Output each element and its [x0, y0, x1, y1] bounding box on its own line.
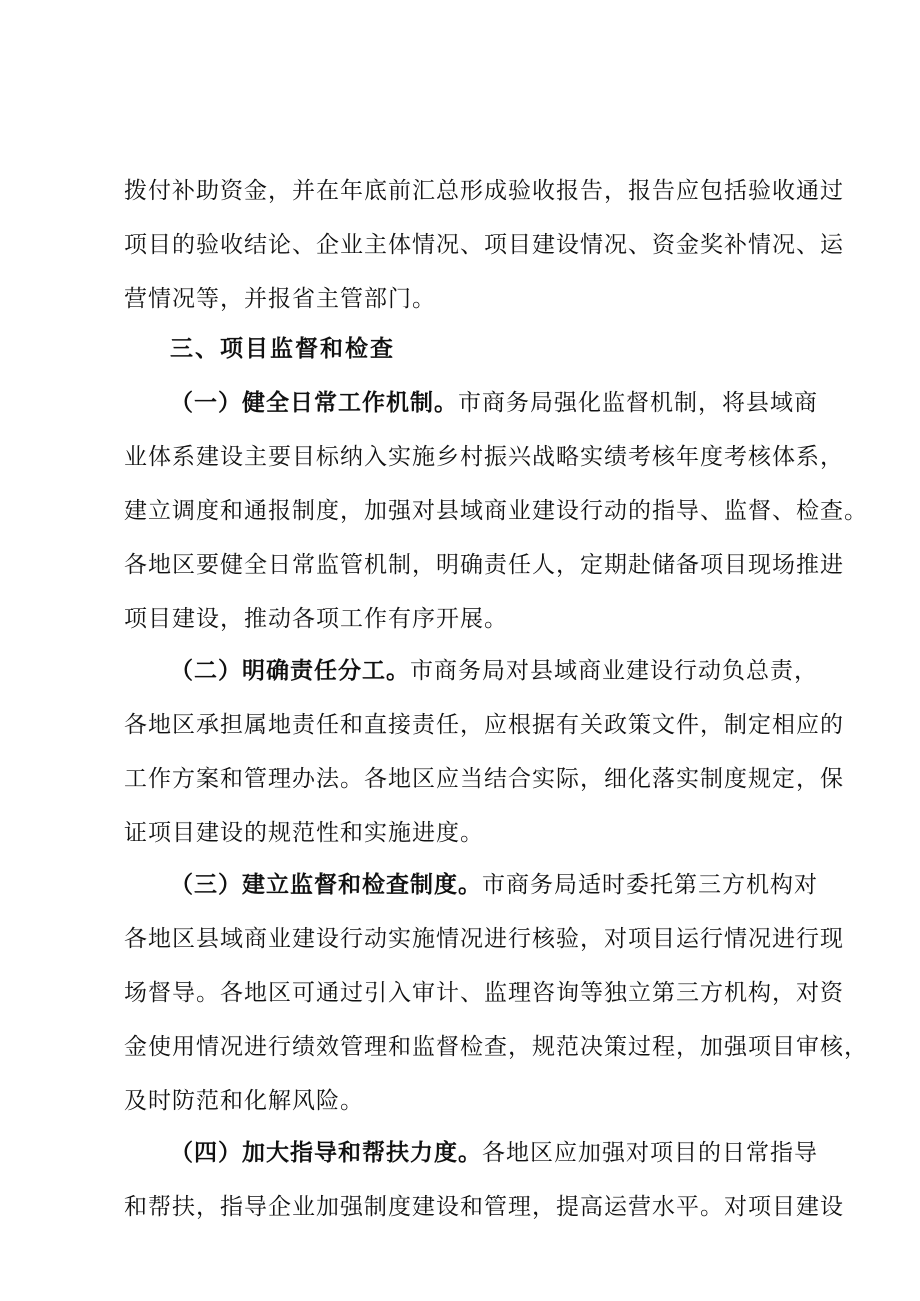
- body-line: 及时防范和化解风险。: [124, 1088, 364, 1114]
- paragraph-first-line: [170, 388, 818, 418]
- paragraph-first-line: [170, 656, 818, 686]
- body-line: 工作方案和管理办法。各地区应当结合实际，细化落实制度规定，保: [124, 766, 844, 792]
- paragraph-text: 市商务局适时委托第三方机构对: [482, 872, 818, 898]
- body-line: 场督导。各地区可通过引入审计、监理咨询等独立第三方机构，对资: [124, 980, 844, 1006]
- body-line: 拨付补助资金，并在年底前汇总形成验收报告，报告应包括验收通过: [124, 178, 844, 204]
- body-line: 各地区承担属地责任和直接责任，应根据有关政策文件，制定相应的: [124, 712, 844, 738]
- paragraph-text: 市商务局强化监督机制，将县域商: [458, 390, 818, 416]
- paragraph-first-line: [170, 1138, 818, 1168]
- body-line: 营情况等，并报省主管部门。: [124, 286, 436, 312]
- paragraph-lead: （三）建立监督和检查制度。: [170, 872, 482, 898]
- body-line: 项目建设，推动各项工作有序开展。: [124, 606, 508, 632]
- section-heading: 三、项目监督和检查: [170, 336, 395, 362]
- paragraph-lead: （一）健全日常工作机制。: [170, 390, 458, 416]
- paragraph-lead: （四）加大指导和帮扶力度。: [170, 1140, 482, 1166]
- paragraph-text: 各地区应加强对项目的日常指导: [482, 1140, 818, 1166]
- body-line: 各地区县域商业建设行动实施情况进行核验，对项目运行情况进行现: [124, 926, 844, 952]
- body-line: 建立调度和通报制度，加强对县域商业建设行动的指导、监督、检查。: [124, 498, 868, 524]
- body-line: 金使用情况进行绩效管理和监督检查，规范决策过程，加强项目审核，: [124, 1034, 868, 1060]
- paragraph-text: 市商务局对县域商业建设行动负总责，: [410, 658, 818, 684]
- body-line: 证项目建设的规范性和实施进度。: [124, 820, 484, 846]
- body-line: 项目的验收结论、企业主体情况、项目建设情况、资金奖补情况、运: [124, 232, 844, 258]
- paragraph-lead: （二）明确责任分工。: [170, 658, 410, 684]
- paragraph-first-line: [170, 870, 818, 900]
- body-line: 业体系建设主要目标纳入实施乡村振兴战略实绩考核年度考核体系，: [124, 444, 844, 470]
- body-line: 各地区要健全日常监管机制，明确责任人，定期赴储备项目现场推进: [124, 552, 844, 578]
- body-line: 和帮扶，指导企业加强制度建设和管理，提高运营水平。对项目建设: [124, 1194, 844, 1220]
